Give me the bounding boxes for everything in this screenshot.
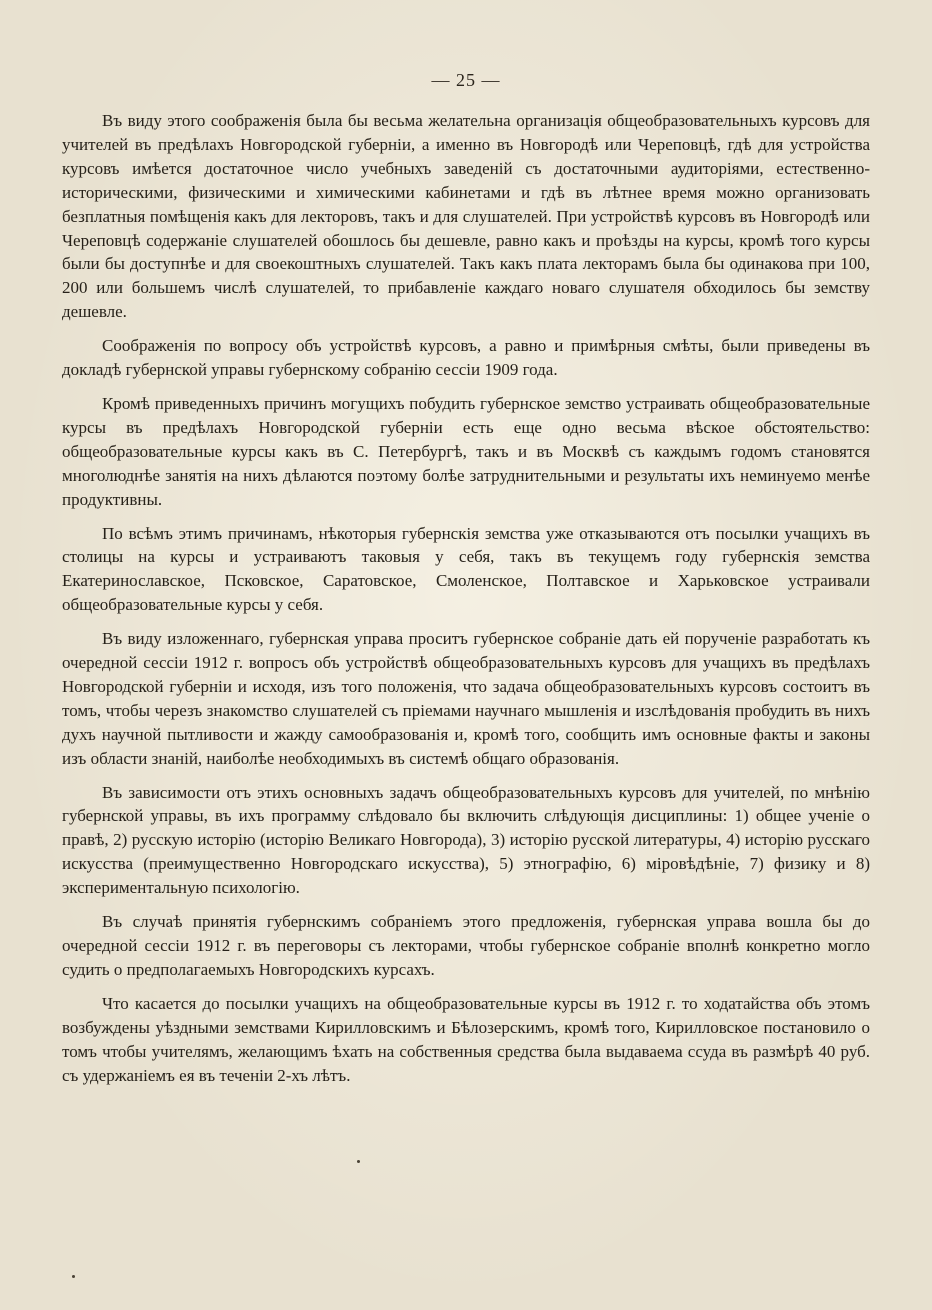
paragraph: По всѣмъ этимъ причинамъ, нѣкоторыя губернскія земства уже отказываются отъ посылки учащихъ въ столицы на курсы и устраиваютъ таковыя у себя, такъ въ текущемъ году губернскія земства Екатеринославское, Псковское, Саратовское, Смоленское, Полтавское и Харьковское устраивали общеобразовательные курсы у себя. [62,523,870,615]
paragraph: Въ зависимости отъ этихъ основныхъ задачъ общеобразовательныхъ курсовъ для учителей, по мнѣнію губернской управы, въ ихъ программу слѣдовало бы включить слѣдующія дисциплины: 1) общее ученіе о правѣ, 2) русскую исторію (исторію Великаго Новгорода), 3) исторію русской литературы, 4) исторію русскаго искусства (преимущественно Новгородскаго искусства), 5) этнографію, 6) міровѣдѣніе, 7) физику и 8) экспериментальную психологію. [62,782,870,898]
ink-speck [357,1160,360,1163]
paragraph: Кромѣ приведенныхъ причинъ могущихъ побудить губернское земство устраивать общеобразовательные курсы въ предѣлахъ Новгородской губерніи есть еще одно весьма вѣское обстоятельство: общеобразовательные курсы какъ въ С. Петербургѣ, такъ и въ Москвѣ съ каждымъ годомъ становятся многолюднѣе занятія на нихъ дѣлаются поэтому болѣе затруднительными и результаты ихъ неминуемо менѣе продуктивны. [62,393,870,509]
body-text [62,109,870,1097]
paragraph: Въ виду этого соображенія была бы весьма желательна организація общеобразовательныхъ курсовъ для учителей въ предѣлахъ Новгородской губерніи, а именно въ Новгородѣ или Череповцѣ, гдѣ для устройства курсовъ имѣется достаточное число учебныхъ заведеній съ достаточными аудиторіями, естественно-историческими, физическими и химическими кабинетами и гдѣ въ лѣтнее время можно организовать безплатныя помѣщенія какъ для лекторовъ, такъ и для слушателей. При устройствѣ курсовъ въ Новгородѣ или Череповцѣ содержаніе слушателей обошлось бы дешевле, равно какъ и проѣзды на курсы, кромѣ того курсы были бы доступнѣе и для своекоштныхъ слушателей. Такъ какъ плата лекторамъ была бы одинакова при 100, 200 или большемъ числѣ слушателей, то прибавленіе каждаго новаго слушателя обходилось бы земству дешевле. [62,111,870,322]
paragraph: Что касается до посылки учащихъ на общеобразовательные курсы въ 1912 г. то ходатайства объ этомъ возбуждены уѣздными земствами Кирилловскимъ и Бѣлозерскимъ, кромѣ того, Кирилловское постановило о томъ чтобы учителямъ, желающимъ ѣхать на собственныя средства была выдаваема ссуда въ размѣрѣ 40 руб. съ удержаніемъ ея въ теченіи 2-хъ лѣтъ. [62,993,870,1085]
paragraph: Въ случаѣ принятія губернскимъ собраніемъ этого предложенія, губернская управа вошла бы до очередной сессіи 1912 г. въ переговоры съ лекторами, чтобы губернское собраніе вполнѣ конкретно могло судить о предполагаемыхъ Новгородскихъ курсахъ. [62,912,870,979]
ink-speck [72,1275,75,1278]
page-number: — 25 — [431,70,501,90]
paragraph: Въ виду изложеннаго, губернская управа проситъ губернское собраніе дать ей порученіе разработать къ очередной сессіи 1912 г. вопросъ объ устройствѣ общеобразовательныхъ курсовъ для учащихъ въ предѣлахъ Новгородской губерніи и исходя, изъ того положенія, что задача общеобразовательныхъ курсовъ состоитъ въ томъ, чтобы черезъ знакомство слушателей съ пріемами научнаго мышленія и изслѣдованія пробудить въ нихъ духъ научной пытливости и жажду самообразованія и, кромѣ того, сообщить имъ основные факты и законы изъ области знаній, наиболѣе необходимыхъ въ системѣ общаго образованія. [62,629,870,768]
paragraph: Соображенія по вопросу объ устройствѣ курсовъ, а равно и примѣрныя смѣты, были приведены въ докладѣ губернской управы губернскому собранію сессіи 1909 года. [62,336,870,380]
